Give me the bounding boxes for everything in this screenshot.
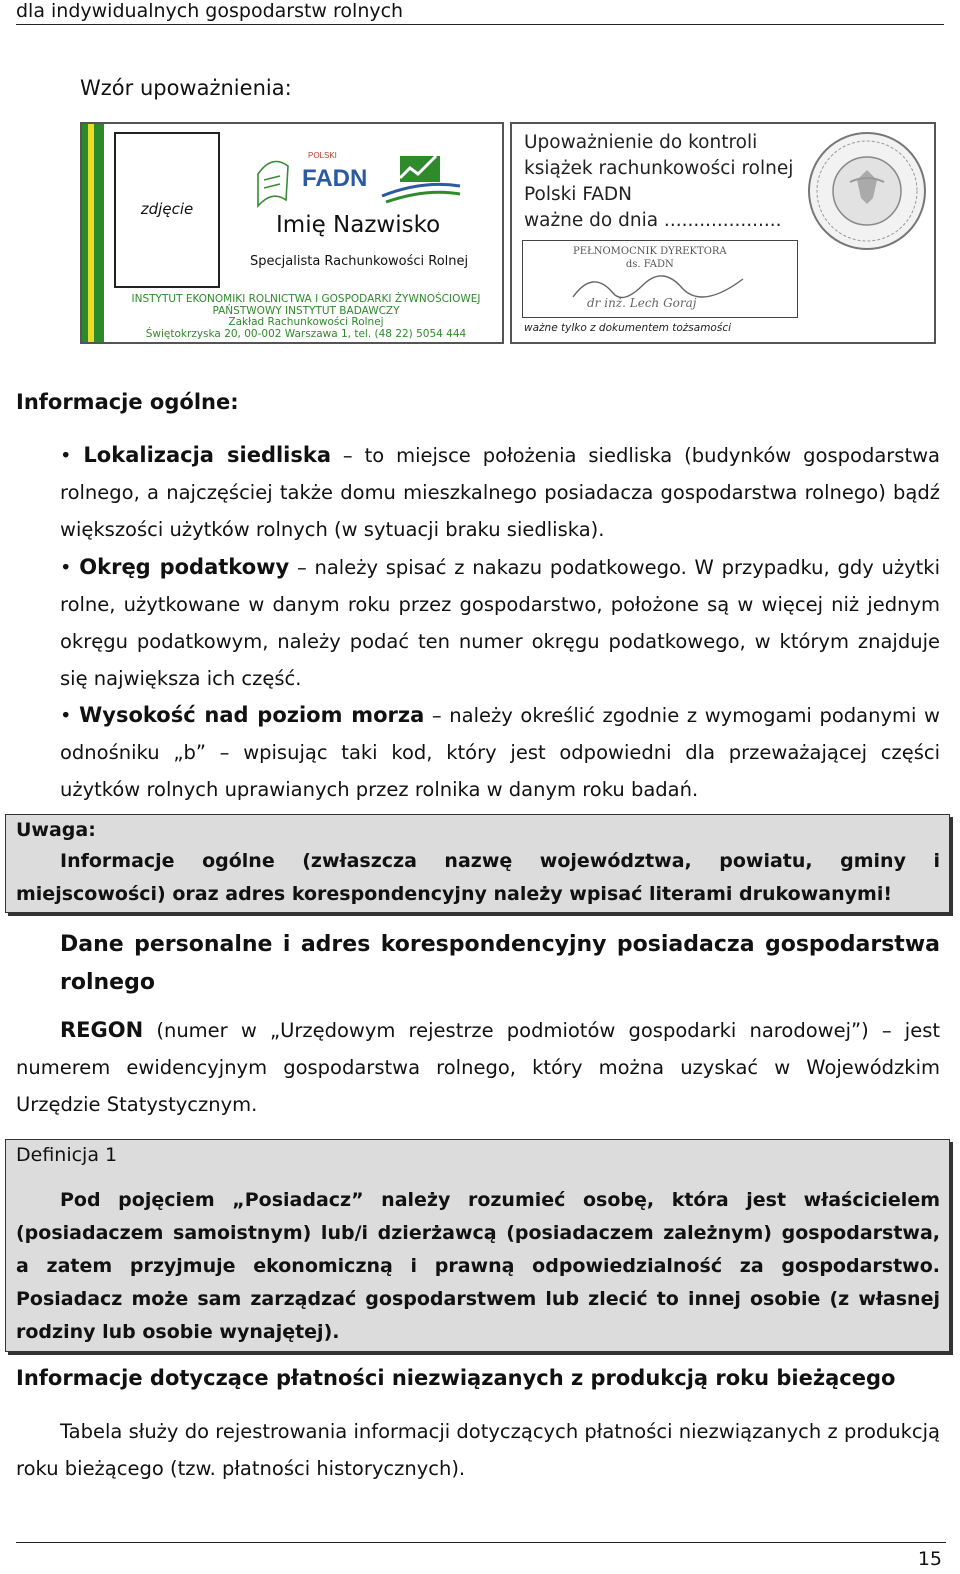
footer-rule <box>16 1542 946 1543</box>
payments-heading: Informacje dotyczące płatności niezwiązanych z produkcją roku bieżącego <box>16 1366 896 1390</box>
signature-box <box>522 240 798 318</box>
fadn-logo <box>250 134 470 214</box>
auth-line: Polski FADN <box>524 184 633 205</box>
official-seal-icon <box>806 130 928 252</box>
definition-label: Definicja 1 <box>16 1144 118 1166</box>
running-title: dla indywidualnych gospodarstw rolnych <box>16 0 404 22</box>
card-title: Specjalista Rachunkowości Rolnej <box>250 254 469 269</box>
term-regon: REGON <box>60 1018 144 1042</box>
photo-placeholder <box>114 132 220 288</box>
note-label: Uwaga: <box>16 819 96 841</box>
payments-paragraph: Tabela służy do rejestrowania informacji dotyczących płatności niezwiązanych z produkcją roku bieżącego (tzw. płatności historycznych). <box>16 1420 940 1480</box>
signature-role-line: ds. FADN <box>625 259 674 270</box>
logo-top-text: POLSKI <box>308 151 337 160</box>
card-stripe <box>82 124 104 342</box>
page-number: 15 <box>917 1548 942 1570</box>
term-altitude: Wysokość nad poziom morza <box>79 703 425 727</box>
institute-address <box>106 294 504 340</box>
definition-box <box>5 1139 950 1352</box>
authorization-card <box>510 122 936 344</box>
definition-location: – to miejsce położenia siedliska (budynków gospodarstwa rolnego, a najczęściej także domu mieszkalnego posiadacza gospodarstwa rolnego) bądź większości użytków rolnych (w sytuacji braku siedliska). <box>60 444 940 541</box>
general-info-item-altitude: • Wysokość nad poziom morza – należy określić zgodnie z wymogami podanymi w odnośniku „b” – wpisując taki kod, który jest odpowiedni dla przeważającej części użytków rolnych uprawianych przez rolnika w danym roku badań. <box>60 703 940 801</box>
photo-label: zdjęcie <box>140 200 194 218</box>
signature-role-line: PEŁNOMOCNIK DYREKTORA <box>573 246 727 257</box>
note-box <box>5 814 950 913</box>
regon-paragraph <box>16 1012 940 1123</box>
logo-main-text: FADN <box>302 165 368 192</box>
general-info-heading: Informacje ogólne: <box>16 390 239 414</box>
general-info-item-tax-district: • Okręg podatkowy – należy spisać z nakazu podatkowego. W przypadku, gdy użytki rolne, użytkowane w danym roku przez gospodarstwo, położone są w więcej niż jednym okręgu podatkowym, należy podać ten numer okręgu podatkowego, w którym znajduje się największa ich część. <box>60 555 940 690</box>
signature-name: dr inż. Lech Goraj <box>587 296 697 310</box>
regon-definition: (numer w „Urzędowym rejestrze podmiotów gospodarki narodowej”) – jest numerem ewidencyjnym gospodarstwa rolnego, który można uzyskać w Wojewódzkim Urzędzie Statystycznym. <box>16 1019 940 1116</box>
definition-tax-district: – należy spisać z nakazu podatkowego. W przypadku, gdy użytki rolne, użytkowane w danym roku przez gospodarstwo, położone są w więcej niż jednym okręgu podatkowym, należy podać ten numer okręgu podatkowego, w którym znajduje się największa ich część. <box>60 556 940 690</box>
authorization-text <box>524 130 793 234</box>
card-name: Imię Nazwisko <box>276 212 441 238</box>
institute-line: Świętokrzyska 20, 00-002 Warszawa 1, tel. (48 22) 5054 444 <box>145 327 467 340</box>
definition-altitude: – należy określić zgodnie z wymogami podanymi w odnośniku „b” – wpisując taki kod, który jest odpowiedni dla przeważającej części użytków rolnych uprawianych przez rolnika w danym roku badań. <box>60 704 940 801</box>
note-text: Informacje ogólne (zwłaszcza nazwę województwa, powiatu, gminy i miejscowości) oraz adres korespondencyjny należy wpisać literami drukowanymi! <box>16 850 940 905</box>
auth-line: Upoważnienie do kontroli <box>524 132 758 153</box>
id-card <box>80 122 504 344</box>
running-header <box>16 0 944 25</box>
general-info-item-location: • Lokalizacja siedliska – to miejsce położenia siedliska (budynków gospodarstwa rolnego, a najczęściej także domu mieszkalnego posiadacza gospodarstwa rolnego) bądź większości użytków rolnych (w sytuacji braku siedliska). <box>60 443 940 541</box>
validity-note: ważne tylko z dokumentem tożsamości <box>524 322 732 334</box>
institute-line: INSTYTUT EKONOMIKI ROLNICTWA I GOSPODARKI ŻYWNOŚCIOWEJ <box>131 293 481 305</box>
auth-line: książek rachunkowości rolnej <box>524 158 794 179</box>
definition-text: Pod pojęciem „Posiadacz” należy rozumieć osobę, która jest właścicielem (posiadaczem samoistnym) lub/i dzierżawcą (posiadaczem zależnym) gospodarstwa, a zatem przyjmuje ekonomiczną i prawną odpowiedzialność za gospodarstwo. Posiadacz może sam zarządzać gospodarstwem lub zlecić to innej osobie (z własnej rodziny lub osobie wynajętej). <box>16 1189 940 1343</box>
signature-icon <box>563 267 763 313</box>
template-heading: Wzór upoważnienia: <box>80 76 292 100</box>
auth-line: ważne do dnia .................... <box>524 210 782 231</box>
term-location: Lokalizacja siedliska <box>83 443 332 467</box>
personal-data-heading: Dane personalne i adres korespondencyjny posiadacza gospodarstwa rolnego <box>60 932 940 995</box>
institute-line: Zakład Rachunkowości Rolnej <box>228 316 384 328</box>
term-tax-district: Okręg podatkowy <box>79 555 290 579</box>
institute-line: PAŃSTWOWY INSTYTUT BADAWCZY <box>212 304 400 317</box>
